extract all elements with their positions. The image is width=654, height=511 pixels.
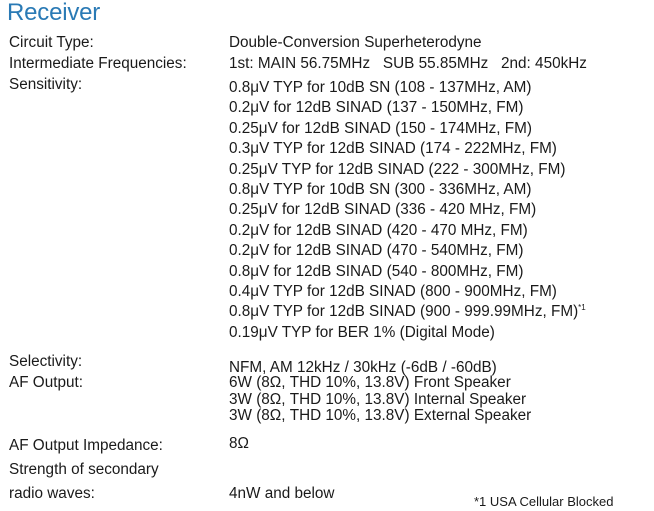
secondary-radio-waves-label-line2: radio waves:: [9, 485, 95, 502]
selectivity-label: Selectivity:: [9, 353, 83, 370]
af-output-line: 3W (8Ω, THD 10%, 13.8V) External Speaker: [229, 407, 532, 424]
af-output-line: 3W (8Ω, THD 10%, 13.8V) Internal Speaker: [229, 390, 527, 408]
sensitivity-line: 0.8μV for 12dB SINAD (540 - 800MHz, FM): [229, 262, 524, 280]
af-output-impedance-label: AF Output Impedance:: [9, 437, 163, 454]
sensitivity-line: 0.8μV TYP for 10dB SN (300 - 336MHz, AM): [229, 180, 532, 198]
sensitivity-line: 0.3μV TYP for 12dB SINAD (174 - 222MHz, FM): [229, 140, 557, 158]
sensitivity-line: 0.2μV for 12dB SINAD (137 - 150MHz, FM): [229, 99, 524, 117]
footnote: *1 USA Cellular Blocked: [474, 494, 614, 509]
sensitivity-line: 0.2μV for 12dB SINAD (420 - 470 MHz, FM): [229, 221, 528, 239]
secondary-radio-waves-label-line1: Strength of secondary: [9, 461, 159, 478]
sensitivity-line: 0.2μV for 12dB SINAD (470 - 540MHz, FM): [229, 242, 524, 260]
intermediate-frequencies-label: Intermediate Frequencies:: [9, 55, 187, 72]
af-output-values: [229, 375, 531, 425]
sensitivity-line-text: 0.8μV TYP for 12dB SINAD (900 - 999.99MHz, FM): [229, 303, 579, 321]
footnote-marker: *1: [578, 303, 586, 313]
sensitivity-line: 0.25μV for 12dB SINAD (150 - 174MHz, FM): [229, 119, 532, 137]
sensitivity-line-with-footnote: [229, 302, 586, 322]
sensitivity-label: Sensitivity:: [9, 76, 83, 93]
sensitivity-line: 0.8μV TYP for 10dB SN (108 - 137MHz, AM): [229, 79, 532, 96]
sensitivity-line: 0.19μV TYP for BER 1% (Digital Mode): [229, 323, 495, 341]
sensitivity-values: [229, 78, 586, 343]
circuit-type-value: Double-Conversion Superheterodyne: [229, 34, 482, 51]
sensitivity-line: 0.4μV TYP for 12dB SINAD (800 - 900MHz, FM): [229, 282, 557, 300]
secondary-radio-waves-value: 4nW and below: [229, 485, 335, 502]
sensitivity-line: 0.25μV for 12dB SINAD (336 - 420 MHz, FM): [229, 201, 537, 219]
sensitivity-line: 0.25μV TYP for 12dB SINAD (222 - 300MHz, FM): [229, 160, 566, 178]
selectivity-value: NFM, AM 12kHz / 30kHz (-6dB / -60dB): [229, 359, 497, 376]
af-output-impedance-value: 8Ω: [229, 435, 249, 452]
af-output-line: 6W (8Ω, THD 10%, 13.8V) Front Speaker: [229, 374, 511, 391]
intermediate-frequencies-value: 1st: MAIN 56.75MHz SUB 55.85MHz 2nd: 450kHz: [229, 55, 587, 72]
section-title: Receiver: [7, 0, 101, 26]
af-output-label: AF Output:: [9, 374, 83, 391]
circuit-type-label: Circuit Type:: [9, 34, 94, 51]
